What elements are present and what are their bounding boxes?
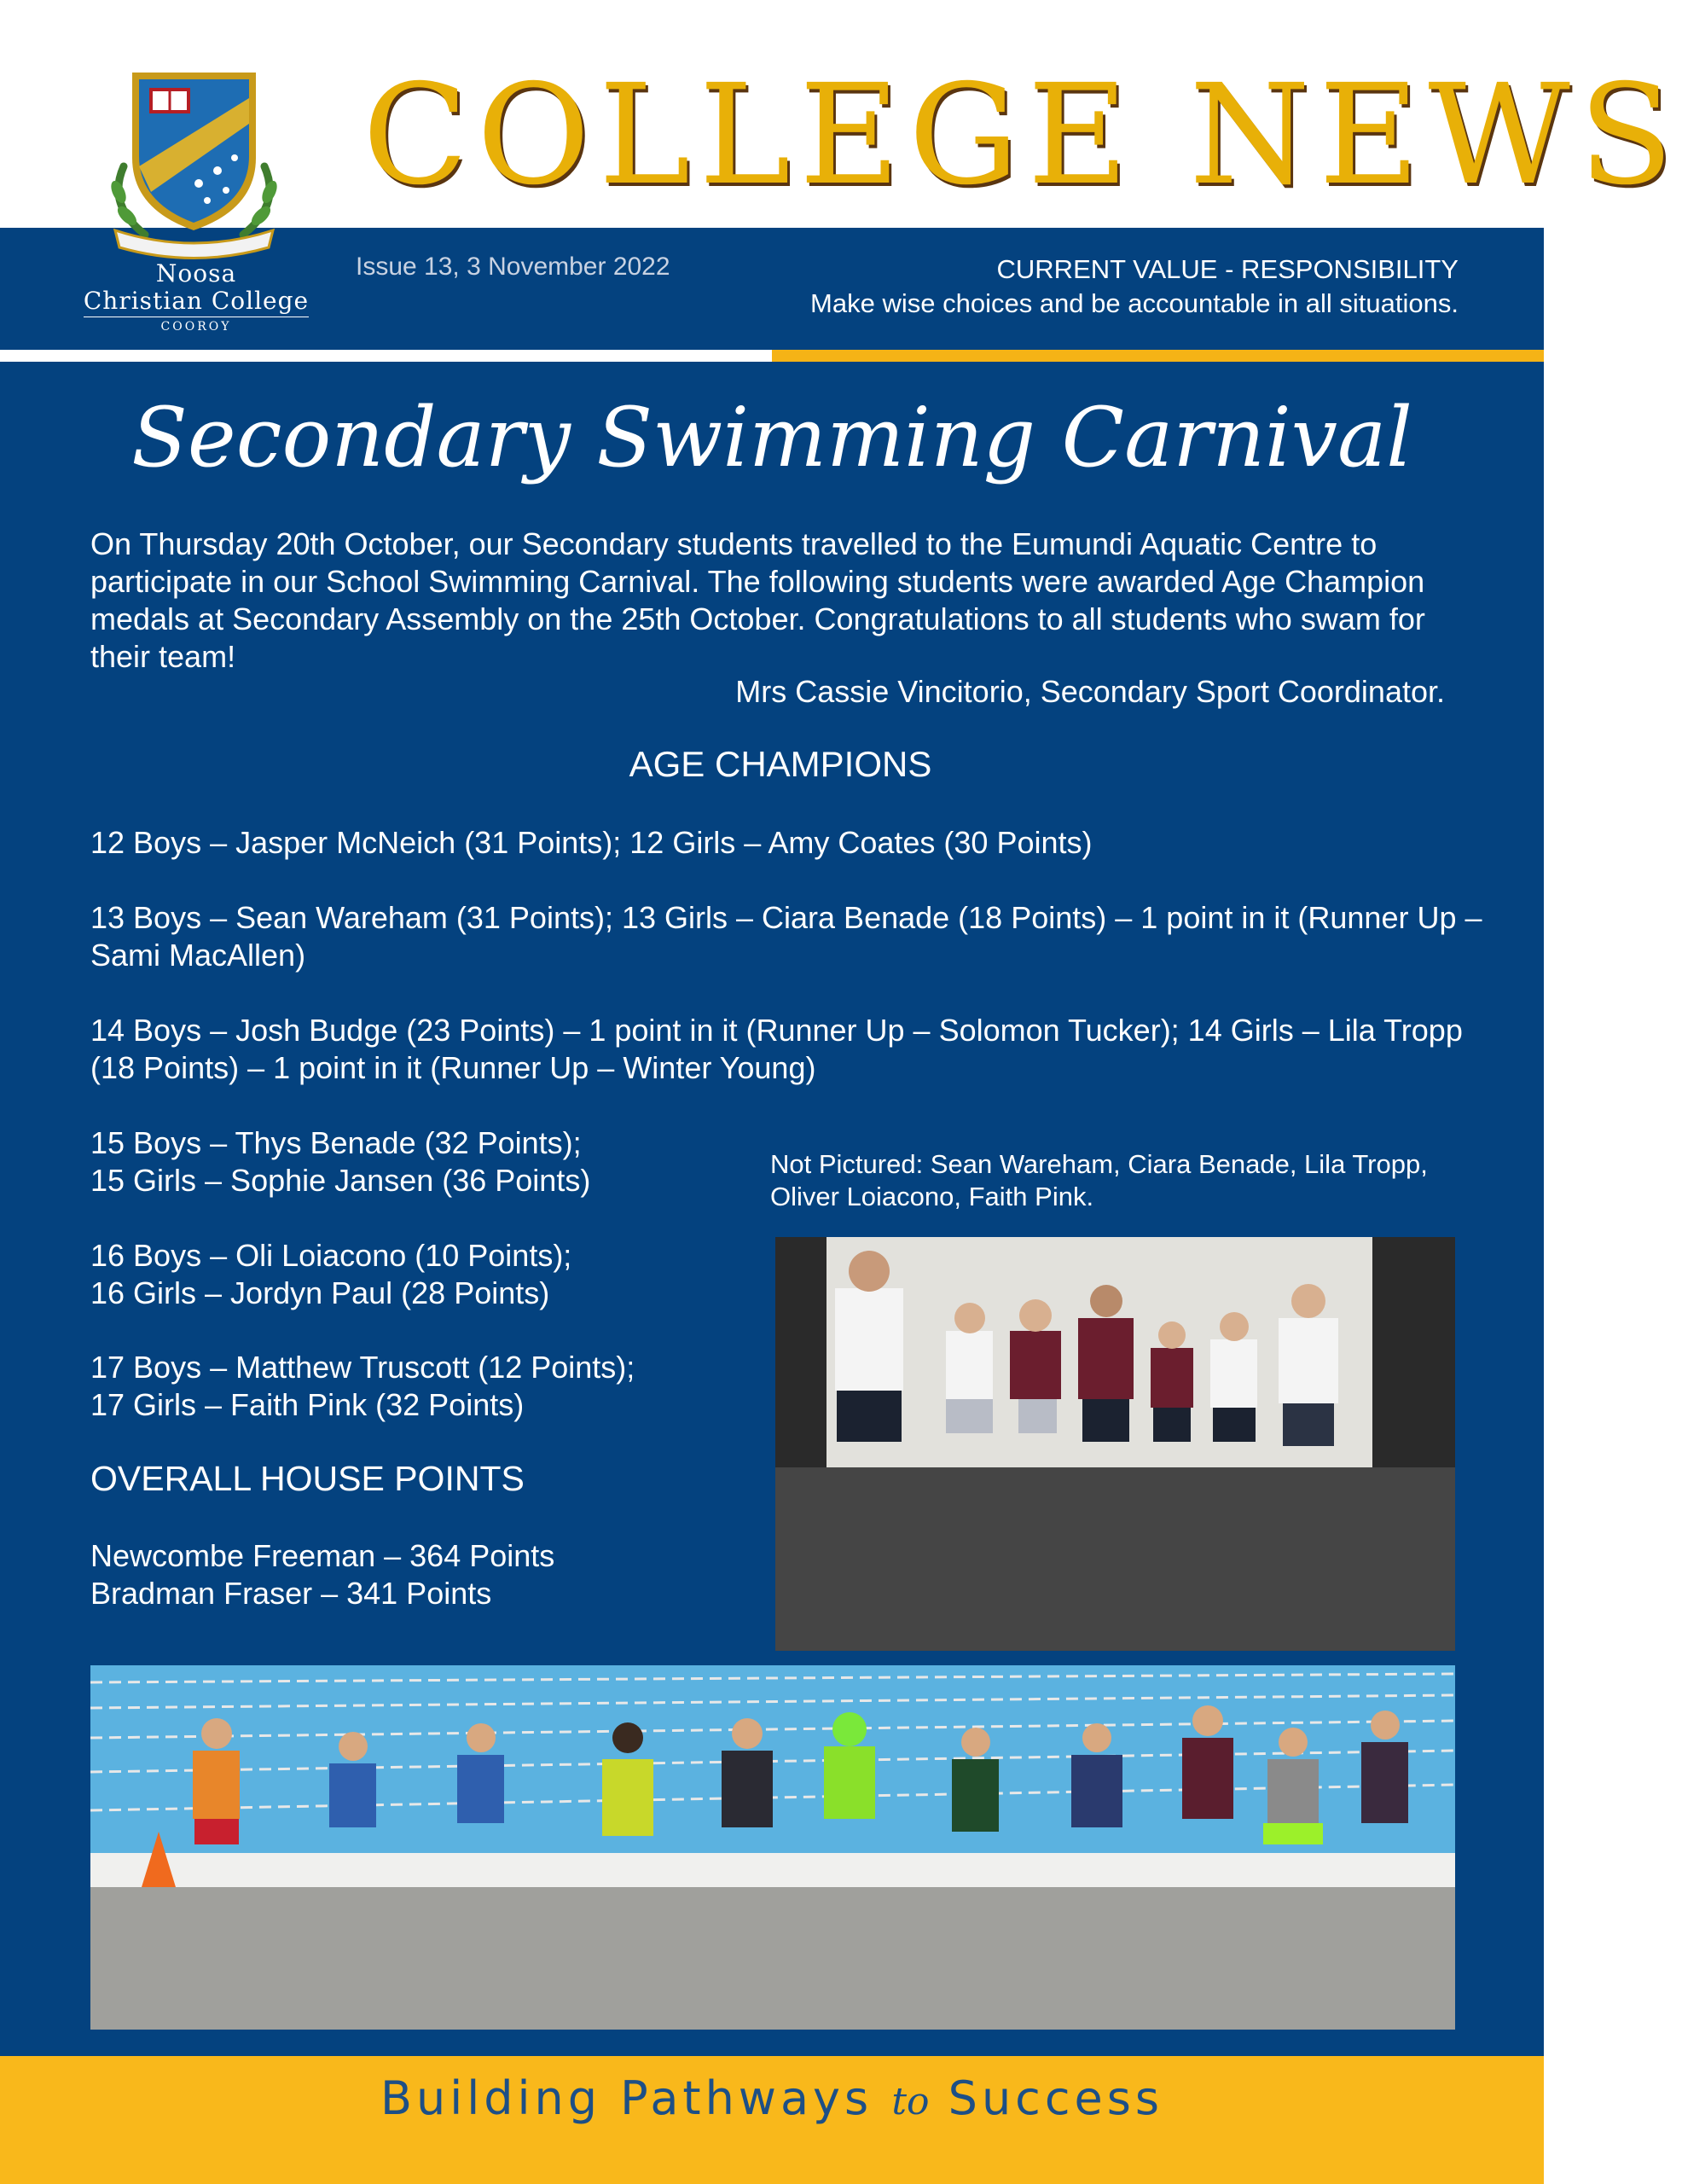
house-points-item: Newcombe Freeman – 364 Points (90, 1538, 555, 1573)
age-12-entry (90, 824, 1472, 862)
pool-deck-photo (90, 1665, 1455, 2030)
main-content (0, 362, 1544, 2056)
age-17-boys: 17 Boys – Matthew Truscott (12 Points); (90, 1350, 635, 1385)
tagline-part2: Success (948, 2071, 1164, 2125)
photo-caption-line1: Not Pictured: Sean Wareham, Ciara Benade, Lila Tropp, (770, 1149, 1428, 1179)
tagline-part1: Building Pathways (380, 2071, 873, 2125)
current-value-text: Make wise choices and be accountable in all situations. (810, 288, 1459, 318)
article-intro: On Thursday 20th October, our Secondary students travelled to the Eumundi Aquatic Centre to participate in our School Swimming Carnival. The following students were awarded Age Champion medals at Secondary Assembly on the 25th October. Congratulations to all students who swam for their team! (90, 526, 1425, 674)
article-title: Secondary Swimming Carnival (131, 390, 1412, 485)
age-13-line2: Sami MacAllen) (90, 938, 306, 973)
divider-gold (772, 350, 1544, 362)
school-crest-icon (98, 64, 290, 260)
age-13-line1: 13 Boys – Sean Wareham (31 Points); 13 Girls – Ciara Benade (18 Points) – 1 point in it (Runner Up – (90, 900, 1482, 935)
age-champions-photo (775, 1237, 1455, 1651)
photo-caption (770, 1148, 1470, 1213)
school-name (72, 260, 320, 336)
school-location: COOROY (160, 320, 232, 334)
school-name-line1: Noosa (155, 259, 237, 288)
tagline-to: to (891, 2080, 930, 2123)
footer (0, 2056, 1544, 2184)
current-value-label: CURRENT VALUE - RESPONSIBILITY (996, 254, 1459, 284)
article-signature: Mrs Cassie Vincitorio, Secondary Sport Coordinator. (735, 674, 1445, 709)
masthead-title: COLLEGE NEWS (362, 55, 1682, 216)
age-14-line2: (18 Points) – 1 point in it (Runner Up – Winter Young) (90, 1050, 816, 1085)
age-12-line: 12 Boys – Jasper McNeich (31 Points); 12 Girls – Amy Coates (30 Points) (90, 825, 1093, 860)
age-15-boys: 15 Boys – Thys Benade (32 Points); (90, 1125, 582, 1160)
school-name-line2: Christian College (84, 288, 309, 317)
current-value-block (810, 253, 1459, 321)
issue-info: Issue 13, 3 November 2022 (356, 253, 670, 281)
footer-tagline (0, 2071, 1544, 2125)
age-16-boys: 16 Boys – Oli Loiacono (10 Points); (90, 1238, 572, 1273)
divider-white (0, 350, 772, 362)
age-14-line1: 14 Boys – Josh Budge (23 Points) – 1 point in it (Runner Up – Solomon Tucker); 14 Girls – Lila Tropp (90, 1013, 1463, 1048)
age-17-girls: 17 Girls – Faith Pink (32 Points) (90, 1387, 525, 1422)
house-points-item: Bradman Fraser – 341 Points (90, 1576, 492, 1611)
age-16-girls: 16 Girls – Jordyn Paul (28 Points) (90, 1275, 550, 1310)
age-champions-heading: AGE CHAMPIONS (629, 744, 932, 784)
age-14-entry (90, 1012, 1472, 1087)
age-15-girls: 15 Girls – Sophie Jansen (36 Points) (90, 1163, 591, 1198)
age-13-entry (90, 899, 1482, 974)
photo-caption-line2: Oliver Loiacono, Faith Pink. (770, 1182, 1094, 1211)
house-points-heading: OVERALL HOUSE POINTS (90, 1459, 525, 1498)
